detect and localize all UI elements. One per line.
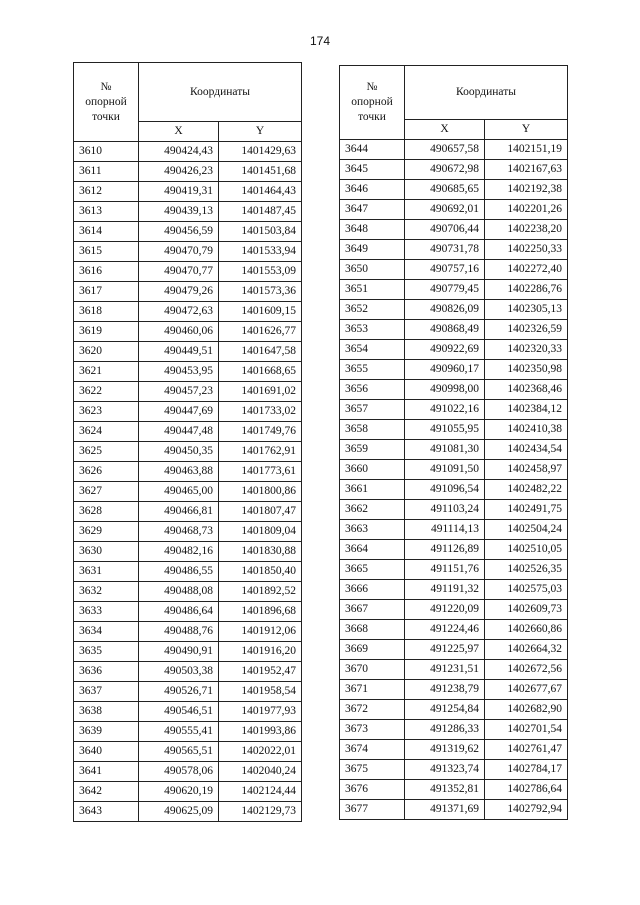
- point-number: 3635: [74, 642, 139, 662]
- y-coordinate: 1402664,32: [485, 640, 568, 660]
- point-number: 3663: [340, 520, 405, 540]
- table-row: [340, 600, 568, 620]
- x-coordinate: 490449,51: [139, 342, 219, 362]
- point-number: 3615: [74, 242, 139, 262]
- y-coordinate: 1402575,03: [485, 580, 568, 600]
- x-coordinate: 491055,95: [405, 420, 485, 440]
- point-number: 3654: [340, 340, 405, 360]
- y-coordinate: 1401896,68: [219, 602, 302, 622]
- x-coordinate: 490546,51: [139, 702, 219, 722]
- table-row: [340, 420, 568, 440]
- x-coordinate: 490470,77: [139, 262, 219, 282]
- table-row: [74, 402, 302, 422]
- table-row: [74, 602, 302, 622]
- x-coordinate: 490457,23: [139, 382, 219, 402]
- x-coordinate: 490555,41: [139, 722, 219, 742]
- x-coordinate: 491091,50: [405, 460, 485, 480]
- y-coordinate: 1402491,75: [485, 500, 568, 520]
- x-coordinate: 490672,98: [405, 160, 485, 180]
- table-row: [340, 720, 568, 740]
- y-coordinate: 1401807,47: [219, 502, 302, 522]
- point-number: 3668: [340, 620, 405, 640]
- x-coordinate: 490450,35: [139, 442, 219, 462]
- table-row: [340, 680, 568, 700]
- y-coordinate: 1402660,86: [485, 620, 568, 640]
- table-row: [340, 260, 568, 280]
- y-coordinate: 1401609,15: [219, 302, 302, 322]
- point-number: 3667: [340, 600, 405, 620]
- point-number: 3659: [340, 440, 405, 460]
- point-number: 3658: [340, 420, 405, 440]
- point-number: 3672: [340, 700, 405, 720]
- y-coordinate: 1402677,67: [485, 680, 568, 700]
- y-coordinate: 1402482,22: [485, 480, 568, 500]
- coordinates-header: Координаты: [139, 63, 302, 122]
- point-number: 3628: [74, 502, 139, 522]
- point-number: 3676: [340, 780, 405, 800]
- x-coordinate: 491286,33: [405, 720, 485, 740]
- point-number: 3646: [340, 180, 405, 200]
- coordinates-header: Координаты: [405, 66, 568, 120]
- y-coordinate: 1402672,56: [485, 660, 568, 680]
- table-row: [74, 302, 302, 322]
- point-number: 3620: [74, 342, 139, 362]
- y-coordinate: 1401487,45: [219, 202, 302, 222]
- point-number: 3633: [74, 602, 139, 622]
- point-number: 3652: [340, 300, 405, 320]
- x-coordinate: 490706,44: [405, 220, 485, 240]
- y-coordinate: 1401773,61: [219, 462, 302, 482]
- y-coordinate: 1401429,63: [219, 142, 302, 162]
- x-coordinate: 490490,91: [139, 642, 219, 662]
- table-row: [340, 500, 568, 520]
- y-coordinate: 1401958,54: [219, 682, 302, 702]
- y-coordinate: 1401830,88: [219, 542, 302, 562]
- point-number: 3648: [340, 220, 405, 240]
- point-number: 3634: [74, 622, 139, 642]
- y-coordinate: 1402272,40: [485, 260, 568, 280]
- point-number: 3666: [340, 580, 405, 600]
- point-number: 3641: [74, 762, 139, 782]
- point-number: 3675: [340, 760, 405, 780]
- x-coordinate: 490419,31: [139, 182, 219, 202]
- table-row: [340, 660, 568, 680]
- x-coordinate: 491319,62: [405, 740, 485, 760]
- table-row: [340, 520, 568, 540]
- table-row: [340, 800, 568, 820]
- x-coordinate: 490757,16: [405, 260, 485, 280]
- point-number: 3662: [340, 500, 405, 520]
- y-coordinate: 1402040,24: [219, 762, 302, 782]
- x-coordinate: 491238,79: [405, 680, 485, 700]
- x-coordinate: 490482,16: [139, 542, 219, 562]
- point-number: 3649: [340, 240, 405, 260]
- point-number: 3674: [340, 740, 405, 760]
- table-row: [340, 280, 568, 300]
- x-coordinate: 491254,84: [405, 700, 485, 720]
- point-number: 3639: [74, 722, 139, 742]
- x-coordinate: 490565,51: [139, 742, 219, 762]
- y-coordinate: 1402124,44: [219, 782, 302, 802]
- x-header: X: [139, 122, 219, 142]
- point-number: 3655: [340, 360, 405, 380]
- x-coordinate: 490426,23: [139, 162, 219, 182]
- y-coordinate: 1402609,73: [485, 600, 568, 620]
- y-coordinate: 1401809,04: [219, 522, 302, 542]
- point-number: 3612: [74, 182, 139, 202]
- table-row: [340, 740, 568, 760]
- y-coordinate: 1402384,12: [485, 400, 568, 420]
- table-row: [74, 522, 302, 542]
- x-coordinate: 490488,08: [139, 582, 219, 602]
- table-row: [74, 802, 302, 822]
- x-coordinate: 490479,26: [139, 282, 219, 302]
- y-coordinate: 1401691,02: [219, 382, 302, 402]
- table-row: [74, 262, 302, 282]
- point-number: 3656: [340, 380, 405, 400]
- x-coordinate: 491103,24: [405, 500, 485, 520]
- point-number: 3627: [74, 482, 139, 502]
- table-row: [74, 562, 302, 582]
- x-coordinate: 490465,00: [139, 482, 219, 502]
- point-number: 3671: [340, 680, 405, 700]
- x-coordinate: 491114,13: [405, 520, 485, 540]
- y-coordinate: 1402129,73: [219, 802, 302, 822]
- page-number: 174: [309, 34, 331, 48]
- x-coordinate: 490826,09: [405, 300, 485, 320]
- table-row: [74, 682, 302, 702]
- y-coordinate: 1402510,05: [485, 540, 568, 560]
- x-coordinate: 490470,79: [139, 242, 219, 262]
- point-number-header: № опорной точки: [340, 66, 405, 140]
- point-number: 3626: [74, 462, 139, 482]
- y-coordinate: 1401892,52: [219, 582, 302, 602]
- y-coordinate: 1401733,02: [219, 402, 302, 422]
- table-row: [74, 502, 302, 522]
- table-row: [340, 380, 568, 400]
- x-header: X: [405, 120, 485, 140]
- x-coordinate: 490453,95: [139, 362, 219, 382]
- table-row: [74, 182, 302, 202]
- x-coordinate: 491231,51: [405, 660, 485, 680]
- y-coordinate: 1402504,24: [485, 520, 568, 540]
- table-row: [74, 202, 302, 222]
- point-number: 3657: [340, 400, 405, 420]
- x-coordinate: 490468,73: [139, 522, 219, 542]
- y-coordinate: 1402368,46: [485, 380, 568, 400]
- x-coordinate: 490998,00: [405, 380, 485, 400]
- point-number: 3638: [74, 702, 139, 722]
- point-number: 3636: [74, 662, 139, 682]
- y-coordinate: 1402682,90: [485, 700, 568, 720]
- table-row: [340, 760, 568, 780]
- table-row: [74, 162, 302, 182]
- point-number: 3640: [74, 742, 139, 762]
- x-coordinate: 491022,16: [405, 400, 485, 420]
- y-coordinate: 1402326,59: [485, 320, 568, 340]
- table-row: [74, 762, 302, 782]
- table-row: [74, 222, 302, 242]
- y-coordinate: 1402784,17: [485, 760, 568, 780]
- x-coordinate: 491126,89: [405, 540, 485, 560]
- coordinates-table-left: [73, 62, 302, 822]
- y-coordinate: 1401762,91: [219, 442, 302, 462]
- table-body: [340, 140, 568, 820]
- point-number: 3622: [74, 382, 139, 402]
- point-number: 3613: [74, 202, 139, 222]
- table-row: [340, 300, 568, 320]
- x-coordinate: 491371,69: [405, 800, 485, 820]
- x-coordinate: 490466,81: [139, 502, 219, 522]
- point-number: 3619: [74, 322, 139, 342]
- x-coordinate: 491151,76: [405, 560, 485, 580]
- y-coordinate: 1401800,86: [219, 482, 302, 502]
- table-row: [340, 620, 568, 640]
- point-number: 3647: [340, 200, 405, 220]
- table-row: [340, 360, 568, 380]
- table-row: [74, 422, 302, 442]
- table-row: [74, 462, 302, 482]
- table-row: [74, 782, 302, 802]
- point-number: 3650: [340, 260, 405, 280]
- x-coordinate: 491191,32: [405, 580, 485, 600]
- y-coordinate: 1401952,47: [219, 662, 302, 682]
- x-coordinate: 490456,59: [139, 222, 219, 242]
- point-number: 3624: [74, 422, 139, 442]
- point-number: 3677: [340, 800, 405, 820]
- table-row: [74, 442, 302, 462]
- x-coordinate: 490731,78: [405, 240, 485, 260]
- y-coordinate: 1401626,77: [219, 322, 302, 342]
- table-row: [340, 340, 568, 360]
- table-row: [74, 382, 302, 402]
- point-number: 3644: [340, 140, 405, 160]
- table-row: [74, 342, 302, 362]
- point-number: 3623: [74, 402, 139, 422]
- point-number: 3642: [74, 782, 139, 802]
- x-coordinate: 490960,17: [405, 360, 485, 380]
- table-row: [340, 580, 568, 600]
- point-number: 3621: [74, 362, 139, 382]
- x-coordinate: 490486,55: [139, 562, 219, 582]
- y-coordinate: 1402201,26: [485, 200, 568, 220]
- y-coordinate: 1401993,86: [219, 722, 302, 742]
- x-coordinate: 490472,63: [139, 302, 219, 322]
- table-row: [340, 200, 568, 220]
- y-coordinate: 1402410,38: [485, 420, 568, 440]
- x-coordinate: 490578,06: [139, 762, 219, 782]
- y-coordinate: 1401977,93: [219, 702, 302, 722]
- y-coordinate: 1401668,65: [219, 362, 302, 382]
- y-coordinate: 1402350,98: [485, 360, 568, 380]
- y-coordinate: 1401749,76: [219, 422, 302, 442]
- x-coordinate: 490486,64: [139, 602, 219, 622]
- y-coordinate: 1402022,01: [219, 742, 302, 762]
- y-coordinate: 1401916,20: [219, 642, 302, 662]
- x-coordinate: 490447,48: [139, 422, 219, 442]
- y-coordinate: 1402786,64: [485, 780, 568, 800]
- table-row: [340, 320, 568, 340]
- table-row: [74, 322, 302, 342]
- point-number: 3632: [74, 582, 139, 602]
- point-number: 3616: [74, 262, 139, 282]
- y-coordinate: 1402151,19: [485, 140, 568, 160]
- point-number: 3645: [340, 160, 405, 180]
- y-coordinate: 1401451,68: [219, 162, 302, 182]
- x-coordinate: 490922,69: [405, 340, 485, 360]
- y-coordinate: 1402167,63: [485, 160, 568, 180]
- table-row: [340, 240, 568, 260]
- y-coordinate: 1402761,47: [485, 740, 568, 760]
- y-coordinate: 1402192,38: [485, 180, 568, 200]
- table-row: [340, 540, 568, 560]
- coordinates-table-right: [339, 65, 568, 820]
- y-coordinate: 1401553,09: [219, 262, 302, 282]
- y-coordinate: 1402526,35: [485, 560, 568, 580]
- x-coordinate: 490657,58: [405, 140, 485, 160]
- y-coordinate: 1402320,33: [485, 340, 568, 360]
- table-row: [340, 400, 568, 420]
- table-row: [74, 702, 302, 722]
- x-coordinate: 491096,54: [405, 480, 485, 500]
- table-row: [74, 242, 302, 262]
- point-number: 3670: [340, 660, 405, 680]
- x-coordinate: 490503,38: [139, 662, 219, 682]
- point-number-header: № опорной точки: [74, 63, 139, 142]
- y-coordinate: 1402250,33: [485, 240, 568, 260]
- x-coordinate: 490424,43: [139, 142, 219, 162]
- point-number: 3631: [74, 562, 139, 582]
- table-row: [340, 560, 568, 580]
- point-number: 3665: [340, 560, 405, 580]
- point-number: 3643: [74, 802, 139, 822]
- table-row: [74, 542, 302, 562]
- x-coordinate: 491220,09: [405, 600, 485, 620]
- y-coordinate: 1401464,43: [219, 182, 302, 202]
- x-coordinate: 490488,76: [139, 622, 219, 642]
- y-coordinate: 1402701,54: [485, 720, 568, 740]
- point-number: 3610: [74, 142, 139, 162]
- x-coordinate: 490620,19: [139, 782, 219, 802]
- x-coordinate: 490685,65: [405, 180, 485, 200]
- y-coordinate: 1401573,36: [219, 282, 302, 302]
- table-row: [74, 722, 302, 742]
- point-number: 3664: [340, 540, 405, 560]
- x-coordinate: 491081,30: [405, 440, 485, 460]
- y-coordinate: 1401533,94: [219, 242, 302, 262]
- x-coordinate: 490460,06: [139, 322, 219, 342]
- x-coordinate: 491225,97: [405, 640, 485, 660]
- y-coordinate: 1401912,06: [219, 622, 302, 642]
- table-row: [74, 642, 302, 662]
- table-row: [74, 582, 302, 602]
- table-row: [340, 460, 568, 480]
- table-row: [340, 640, 568, 660]
- table-row: [340, 160, 568, 180]
- y-coordinate: 1401850,40: [219, 562, 302, 582]
- table-row: [74, 282, 302, 302]
- point-number: 3617: [74, 282, 139, 302]
- y-coordinate: 1401647,58: [219, 342, 302, 362]
- x-coordinate: 490439,13: [139, 202, 219, 222]
- point-number: 3653: [340, 320, 405, 340]
- y-header: Y: [219, 122, 302, 142]
- table-body: [74, 142, 302, 822]
- table-row: [340, 780, 568, 800]
- point-number: 3651: [340, 280, 405, 300]
- table-row: [340, 480, 568, 500]
- x-coordinate: 490625,09: [139, 802, 219, 822]
- x-coordinate: 490463,88: [139, 462, 219, 482]
- table-row: [340, 140, 568, 160]
- point-number: 3618: [74, 302, 139, 322]
- point-number: 3661: [340, 480, 405, 500]
- y-coordinate: 1401503,84: [219, 222, 302, 242]
- y-coordinate: 1402238,20: [485, 220, 568, 240]
- table-row: [74, 742, 302, 762]
- table-row: [340, 440, 568, 460]
- x-coordinate: 490779,45: [405, 280, 485, 300]
- point-number: 3630: [74, 542, 139, 562]
- point-number: 3611: [74, 162, 139, 182]
- point-number: 3673: [340, 720, 405, 740]
- x-coordinate: 491352,81: [405, 780, 485, 800]
- x-coordinate: 490447,69: [139, 402, 219, 422]
- table-row: [74, 482, 302, 502]
- table-row: [340, 180, 568, 200]
- table-row: [340, 700, 568, 720]
- y-coordinate: 1402434,54: [485, 440, 568, 460]
- table-row: [74, 662, 302, 682]
- point-number: 3669: [340, 640, 405, 660]
- x-coordinate: 491323,74: [405, 760, 485, 780]
- x-coordinate: 490868,49: [405, 320, 485, 340]
- y-coordinate: 1402286,76: [485, 280, 568, 300]
- x-coordinate: 491224,46: [405, 620, 485, 640]
- point-number: 3625: [74, 442, 139, 462]
- x-coordinate: 490526,71: [139, 682, 219, 702]
- y-coordinate: 1402305,13: [485, 300, 568, 320]
- x-coordinate: 490692,01: [405, 200, 485, 220]
- y-header: Y: [485, 120, 568, 140]
- point-number: 3660: [340, 460, 405, 480]
- point-number: 3637: [74, 682, 139, 702]
- y-coordinate: 1402792,94: [485, 800, 568, 820]
- table-row: [340, 220, 568, 240]
- table-row: [74, 622, 302, 642]
- point-number: 3629: [74, 522, 139, 542]
- y-coordinate: 1402458,97: [485, 460, 568, 480]
- table-row: [74, 362, 302, 382]
- table-row: [74, 142, 302, 162]
- point-number: 3614: [74, 222, 139, 242]
